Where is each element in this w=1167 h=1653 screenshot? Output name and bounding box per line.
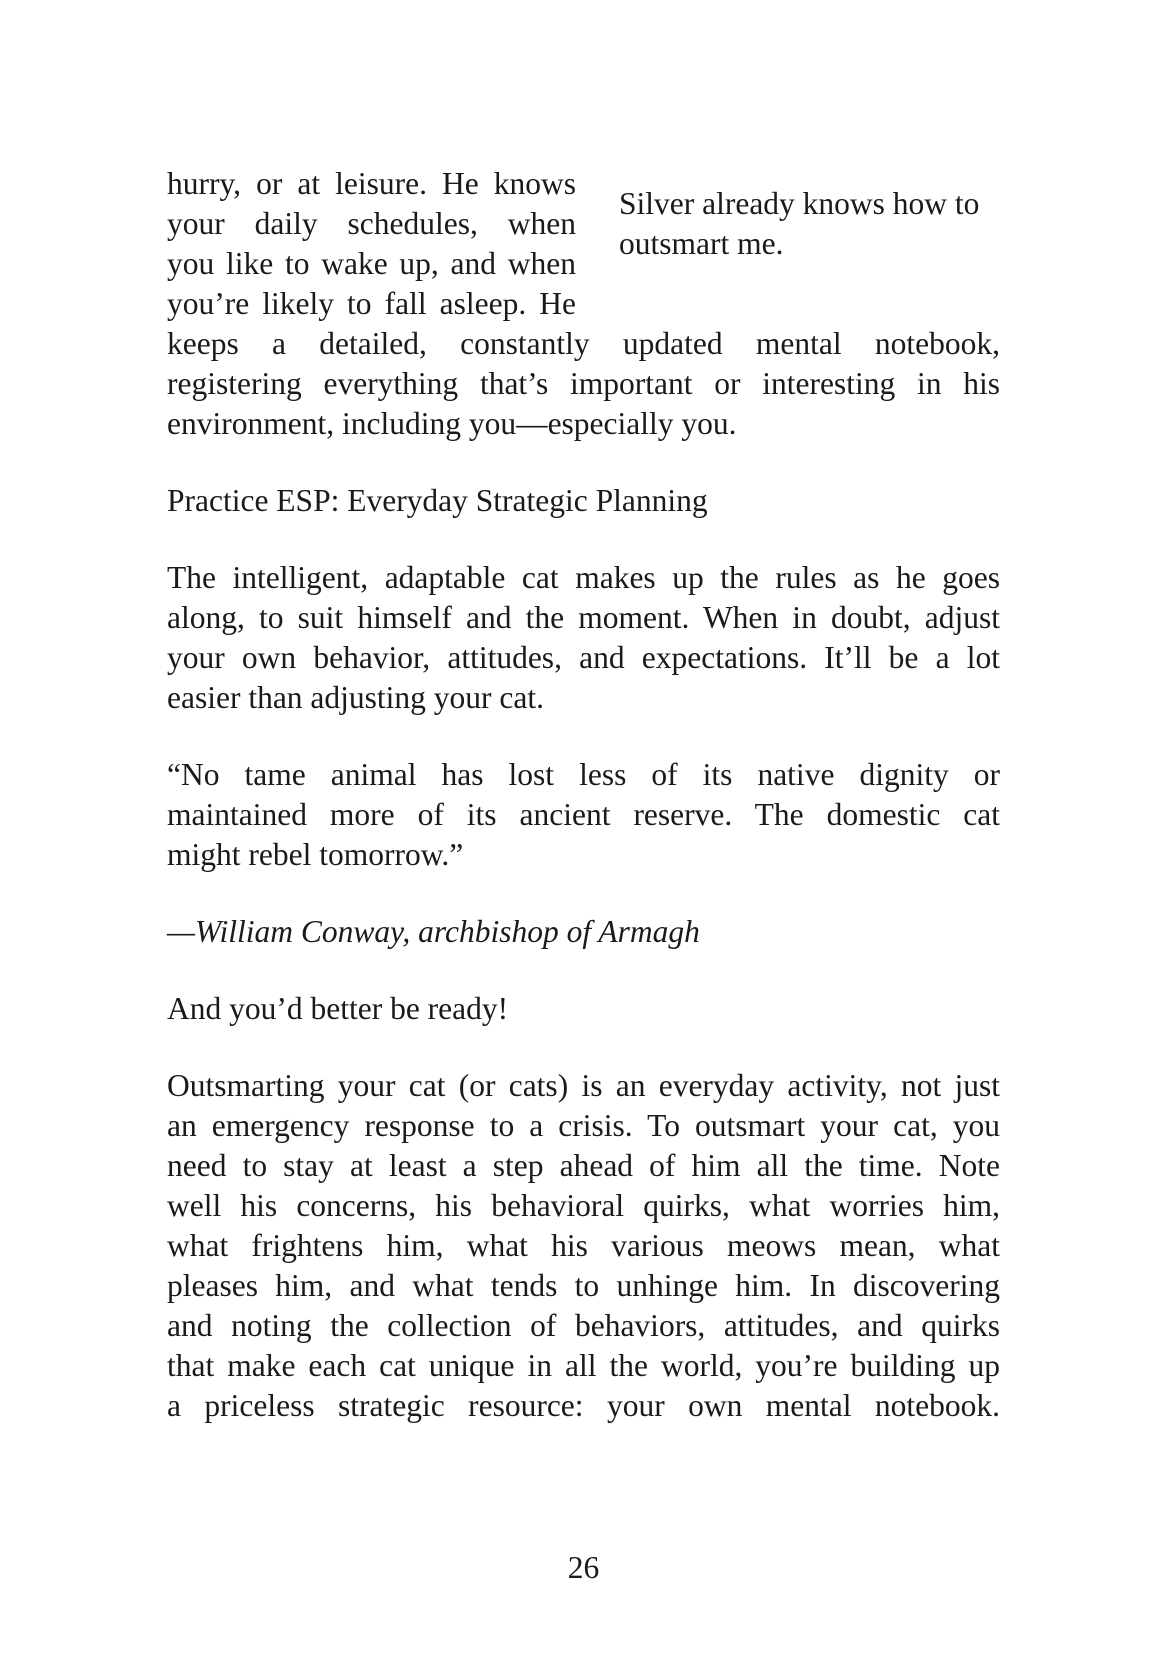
quote-attribution: —William Conway, archbishop of Armagh	[167, 914, 700, 949]
lead-with-sidebar	[167, 164, 1000, 324]
page-number: 26	[567, 1550, 600, 1585]
text-line: hurry, or at leisure. He knows	[167, 166, 576, 201]
text-line: and noting the collection of behaviors, attitudes, and quirks	[167, 1308, 1000, 1343]
text-line: The intelligent, adaptable cat makes up the rules as he goes	[167, 560, 1000, 595]
text-line: maintained more of its ancient reserve. The domestic cat	[167, 797, 1000, 832]
spacer	[167, 952, 1000, 989]
text-line: might rebel tomorrow.”	[167, 837, 464, 872]
text-line: need to stay at least a step ahead of him all the time. Note	[167, 1148, 1000, 1183]
text-line: your daily schedules, when	[167, 206, 576, 241]
text-line: environment, including you—especially you.	[167, 406, 737, 441]
lead-continuation	[167, 324, 1000, 444]
text-line: you’re likely to fall asleep. He	[167, 286, 576, 321]
sidebar-note: Silver already knows how to outsmart me.	[619, 186, 980, 261]
text-line: well his concerns, his behavioral quirks, what worries him,	[167, 1188, 1000, 1223]
quotation	[167, 755, 1000, 875]
text-line: pleases him, and what tends to unhinge him. In discovering	[167, 1268, 1000, 1303]
text-line: keeps a detailed, constantly updated mental notebook,	[167, 326, 1000, 361]
paragraph	[167, 558, 1000, 718]
spacer	[167, 1029, 1000, 1066]
text-line: you like to wake up, and when	[167, 246, 576, 281]
text-line: registering everything that’s important or interesting in his	[167, 366, 1000, 401]
text-line: along, to suit himself and the moment. When in doubt, adjust	[167, 600, 1000, 635]
text-line: what frightens him, what his various meows mean, what	[167, 1228, 1000, 1263]
spacer	[167, 521, 1000, 558]
section-heading: Practice ESP: Everyday Strategic Planning	[167, 483, 708, 518]
short-paragraph: And you’d better be ready!	[167, 991, 509, 1026]
spacer	[167, 444, 1000, 481]
text-line: easier than adjusting your cat.	[167, 680, 545, 715]
spacer	[167, 875, 1000, 912]
spacer	[167, 718, 1000, 755]
text-line: your own behavior, attitudes, and expectations. It’ll be a lot	[167, 640, 1000, 675]
text-line: an emergency response to a crisis. To outsmart your cat, you	[167, 1108, 1000, 1143]
paragraph	[167, 1066, 1000, 1426]
page-body	[167, 164, 1000, 1426]
text-line: Outsmarting your cat (or cats) is an everyday activity, not just	[167, 1068, 1000, 1103]
lead-text-column	[167, 164, 576, 324]
text-line: that make each cat unique in all the world, you’re building up	[167, 1348, 1000, 1383]
text-line: a priceless strategic resource: your own mental notebook.	[167, 1388, 1000, 1423]
text-line: “No tame animal has lost less of its native dignity or	[167, 757, 1000, 792]
